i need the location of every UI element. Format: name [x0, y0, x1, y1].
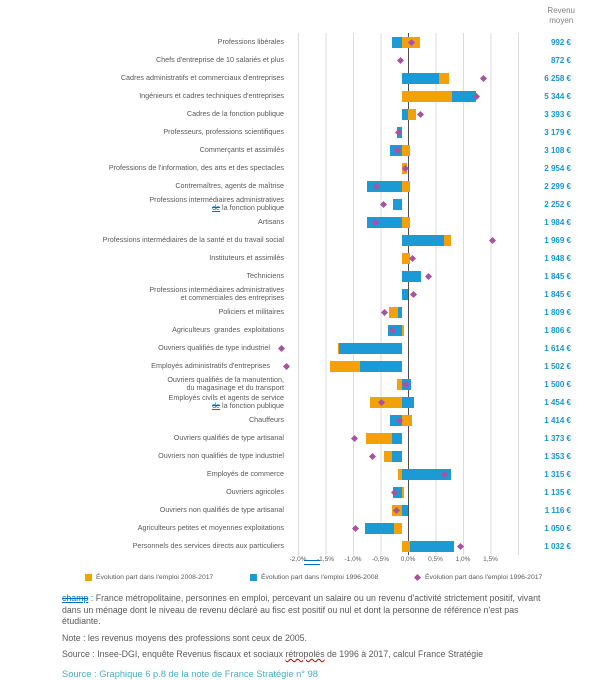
revenue-value: 1 948 €: [513, 254, 603, 263]
de-word-tracked-change: de: [212, 401, 220, 410]
chart-row: [0, 51, 603, 69]
bar-2008-2017: [439, 73, 449, 84]
revenue-value: 1 806 €: [513, 326, 603, 335]
row-label: [0, 146, 292, 154]
chart-rows: [0, 33, 603, 555]
chart-row: [0, 519, 603, 537]
bar-2008-2017: [366, 433, 391, 444]
diamond-1996-2017: [402, 164, 409, 171]
revenue-value: 3 108 €: [513, 146, 603, 155]
bar-1996-2008: [365, 523, 394, 534]
revenue-value: 1 845 €: [513, 272, 603, 281]
diamond-1996-2017: [352, 524, 359, 531]
bar-1996-2008: [402, 505, 408, 516]
chart-row: [0, 213, 603, 231]
axis-tick: -1,0%: [338, 556, 368, 563]
chart-row: [0, 141, 603, 159]
row-label: [0, 286, 292, 302]
revenue-value: 2 252 €: [513, 200, 603, 209]
row-label: [0, 434, 292, 442]
row-label: [0, 74, 292, 82]
legend-label: Évolution part dans l'emploi 1996-2017: [425, 574, 542, 581]
row-plot-area: [292, 483, 513, 501]
bar-1996-2008: [402, 271, 421, 282]
source-suffix: de 1996 à 2017, calcul France Stratégie: [325, 649, 483, 659]
diamond-1996-2017: [473, 92, 480, 99]
diamond-1996-2017: [409, 254, 416, 261]
chart-row: [0, 357, 603, 375]
bar-2008-2017: [402, 145, 410, 156]
bar-2008-2017: [444, 235, 452, 246]
chart-row: [0, 69, 603, 87]
revenue-value: 1 809 €: [513, 308, 603, 317]
bar-2008-2017: [398, 469, 402, 480]
axis-tick: -2,0%: [283, 556, 313, 563]
champ-note: [62, 593, 546, 628]
row-label: [0, 254, 292, 262]
revenue-value: 1 969 €: [513, 236, 603, 245]
row-plot-area: [292, 267, 513, 285]
bar-2008-2017: [402, 487, 404, 498]
row-label-line: Personnels des services directs aux particuliers: [0, 542, 284, 550]
row-label-line: Professions intermédiaires de la santé et du travail social: [0, 236, 284, 244]
row-label: [0, 470, 292, 478]
chart-row: [0, 285, 603, 303]
legend-item-diamond: [415, 574, 542, 581]
revenue-value: 1 984 €: [513, 218, 603, 227]
row-label-line: Ouvriers qualifiés de type industriel: [0, 344, 270, 352]
diamond-1996-2017: [417, 110, 424, 117]
bar-2008-2017: [402, 181, 410, 192]
bar-2008-2017: [402, 217, 410, 228]
row-label-line: Techniciens: [0, 272, 284, 280]
row-label-line: Ingénieurs et cadres techniques d'entreprises: [0, 92, 284, 100]
revenue-value: 2 954 €: [513, 164, 603, 173]
diamond-1996-2017: [397, 56, 404, 63]
axis-tick: 1,0%: [448, 556, 478, 563]
chart-row: [0, 375, 603, 393]
bar-1996-2008: [392, 37, 402, 48]
revenue-value: 1 414 €: [513, 416, 603, 425]
row-label-line: du magasinage et du transport: [0, 384, 284, 392]
diamond-1996-2017: [369, 452, 376, 459]
revenue-value: 1 845 €: [513, 290, 603, 299]
row-label: [0, 524, 292, 532]
chart-row: [0, 501, 603, 519]
revenue-value: 5 344 €: [513, 92, 603, 101]
row-label-line: Ouvriers non qualifiés de type industriel: [0, 452, 284, 460]
legend-item-orange: [85, 574, 213, 581]
row-plot-area: [292, 303, 513, 321]
row-plot-area: [292, 321, 513, 339]
chart-row: [0, 393, 603, 411]
row-plot-area: [292, 213, 513, 231]
bar-2008-2017: [384, 451, 392, 462]
chart-row: [0, 447, 603, 465]
row-label: [0, 196, 292, 212]
chart-row: [0, 465, 603, 483]
row-label: [0, 452, 292, 460]
row-label-line: de la fonction publique: [0, 402, 284, 410]
chart-row: [0, 105, 603, 123]
diamond-1996-2017: [480, 74, 487, 81]
note-line: Note : les revenus moyens des professions sont ceux de 2005.: [62, 633, 546, 645]
axis-tick: 0,0%: [393, 556, 423, 563]
axis-tick: -1,5%: [311, 556, 341, 563]
row-label-line: Agriculteurs petites et moyennes exploitations: [0, 524, 284, 532]
row-label-line: Professions intermédiaires administratives: [0, 196, 284, 204]
bar-1996-2008: [402, 289, 408, 300]
orange-square-icon: [85, 574, 92, 581]
axis-tick: 1,5%: [476, 556, 506, 563]
chart-row: [0, 267, 603, 285]
row-label-line: Professions intermédiaires administratives: [0, 286, 284, 294]
row-plot-area: [292, 285, 513, 303]
row-plot-area: [292, 177, 513, 195]
row-plot-area: [292, 519, 513, 537]
chart-row: [0, 249, 603, 267]
row-label-line: Policiers et militaires: [0, 308, 284, 316]
de-word-tracked-change: de: [212, 203, 220, 212]
champ-word-deleted: champ: [62, 593, 88, 603]
row-label: [0, 326, 292, 334]
blue-square-icon: [250, 574, 257, 581]
revenue-value: 1 032 €: [513, 542, 603, 551]
row-label: [0, 308, 292, 316]
revenue-value: 1 500 €: [513, 380, 603, 389]
bar-2008-2017: [402, 325, 404, 336]
row-plot-area: [292, 537, 513, 555]
source-line: [62, 649, 546, 661]
bar-2008-2017: [389, 307, 397, 318]
bar-1996-2008: [393, 199, 402, 210]
bar-2008-2017: [330, 361, 360, 372]
row-label-line: Employés administratifs d'entreprises: [0, 362, 270, 370]
revenue-value: 1 502 €: [513, 362, 603, 371]
row-label-line: Ouvriers non qualifiés de type artisanal: [0, 506, 284, 514]
row-plot-area: [292, 33, 513, 51]
row-label-line: Artisans: [0, 218, 284, 226]
row-label-line: de la fonction publique: [0, 204, 284, 212]
row-label-line: Employés civils et agents de service: [0, 394, 284, 402]
revenue-header-line1: Revenu: [547, 6, 575, 16]
row-label: [0, 488, 292, 496]
legend-item-blue: [250, 574, 378, 581]
revenue-value: 6 258 €: [513, 74, 603, 83]
row-label-line: Ouvriers agricoles: [0, 488, 284, 496]
revenue-value: 2 299 €: [513, 182, 603, 191]
chart-row: [0, 429, 603, 447]
diamond-1996-2017: [351, 434, 358, 441]
legend-label: Évolution part dans l'emploi 1996-2008: [261, 574, 378, 581]
bar-1996-2008: [339, 343, 402, 354]
row-label: [0, 506, 292, 514]
row-label: [0, 128, 292, 136]
revenue-value: 1 373 €: [513, 434, 603, 443]
row-plot-area: [292, 69, 513, 87]
revenue-value: 872 €: [513, 56, 603, 65]
chart-row: [0, 483, 603, 501]
bar-1996-2008: [410, 541, 455, 552]
chart-row: [0, 339, 603, 357]
bar-2008-2017: [408, 109, 417, 120]
row-plot-area: [292, 123, 513, 141]
row-plot-area: [292, 447, 513, 465]
retropoles-misspelled-word: rétropolés: [285, 649, 324, 659]
row-plot-area: [292, 159, 513, 177]
diamond-1996-2017: [409, 290, 416, 297]
chart-row: [0, 33, 603, 51]
axis-tick: 0,5%: [421, 556, 451, 563]
row-label-line: Agriculteurs grandes exploitations: [0, 326, 284, 334]
diamond-1996-2017: [457, 542, 464, 549]
chart-footnotes: [62, 593, 546, 680]
row-label-line: Chauffeurs: [0, 416, 284, 424]
row-plot-area: [292, 465, 513, 483]
row-label: [0, 272, 292, 280]
revenue-value: 1 454 €: [513, 398, 603, 407]
source-reference-line: Source : Graphique 6 p.8 de la note de France Stratégie n° 98: [62, 669, 546, 680]
row-label-line: Chefs d'entreprise de 10 salariés et plus: [0, 56, 284, 64]
row-label-line: Contremaîtres, agents de maîtrise: [0, 182, 284, 190]
row-label: [0, 56, 292, 64]
revenue-value: 1 353 €: [513, 452, 603, 461]
bar-1996-2008: [392, 451, 402, 462]
bar-1996-2008: [402, 397, 414, 408]
row-plot-area: [292, 141, 513, 159]
row-plot-area: [292, 51, 513, 69]
row-plot-area: [292, 339, 513, 357]
bar-1996-2008: [392, 433, 402, 444]
row-label: [0, 38, 292, 46]
bar-1996-2008: [360, 361, 402, 372]
chart-row: [0, 411, 603, 429]
row-label-line: Commerçants et assimilés: [0, 146, 284, 154]
row-plot-area: [292, 501, 513, 519]
row-label: [0, 182, 292, 190]
revenue-header-line2: moyen: [547, 16, 575, 26]
x-axis: [0, 556, 603, 568]
row-label-line: et commerciales des entreprises: [0, 294, 284, 302]
chart-row: [0, 303, 603, 321]
row-plot-area: [292, 411, 513, 429]
revenue-value: 1 135 €: [513, 488, 603, 497]
row-label: [0, 164, 292, 172]
row-plot-area: [292, 429, 513, 447]
purple-diamond-icon: [414, 574, 421, 581]
row-plot-area: [292, 87, 513, 105]
row-label: [0, 376, 292, 392]
row-label-line: Employés de commerce: [0, 470, 284, 478]
revenue-column-header: [547, 6, 575, 26]
diamond-1996-2017: [380, 200, 387, 207]
row-label-line: Ouvriers qualifiés de la manutention,: [0, 376, 284, 384]
bar-1996-2008: [402, 73, 439, 84]
chart-row: [0, 231, 603, 249]
row-label: [0, 218, 292, 226]
bar-1996-2008: [402, 235, 444, 246]
bar-2008-2017: [402, 91, 452, 102]
row-plot-area: [292, 231, 513, 249]
chart-row: [0, 321, 603, 339]
revenue-value: 1 315 €: [513, 470, 603, 479]
bar-2008-2017: [394, 523, 402, 534]
chart-legend: [0, 574, 603, 586]
revenue-value: 992 €: [513, 38, 603, 47]
source-prefix: Source : Insee-DGI, enquête Revenus fiscaux et sociaux: [62, 649, 285, 659]
chart-row: [0, 87, 603, 105]
chart-row: [0, 123, 603, 141]
row-plot-area: [292, 105, 513, 123]
row-label-line: Professeurs, professions scientifiques: [0, 128, 284, 136]
bar-1996-2008: [398, 307, 402, 318]
row-label: [0, 542, 292, 550]
revenue-value: 1 614 €: [513, 344, 603, 353]
bar-2008-2017: [402, 541, 410, 552]
row-label: [0, 394, 292, 410]
row-label-line: Professions de l'information, des arts et des spectacles: [0, 164, 284, 172]
bar-chart: [0, 33, 603, 555]
row-plot-area: [292, 357, 513, 375]
chart-row: [0, 537, 603, 555]
row-label: [0, 236, 292, 244]
row-label-line: Professions libérales: [0, 38, 284, 46]
row-label-line: Ouvriers qualifiés de type artisanal: [0, 434, 284, 442]
diamond-1996-2017: [381, 308, 388, 315]
row-label: [0, 344, 292, 352]
bar-2008-2017: [338, 343, 339, 354]
row-label-line: Cadres de la fonction publique: [0, 110, 284, 118]
legend-label: Évolution part dans l'emploi 2008-2017: [96, 574, 213, 581]
revenue-value: 3 393 €: [513, 110, 603, 119]
row-label-line: Instituteurs et assimilés: [0, 254, 284, 262]
champ-text: : France métropolitaine, personnes en emploi, percevant un salaire ou un revenu d'activité strictement positif, vivant dans un ménage dont le niveau de revenu déclaré au fisc est positif ou nul et dont la personne de référence n'est pas étudiante.: [62, 593, 540, 626]
bar-2008-2017: [370, 397, 402, 408]
row-plot-area: [292, 249, 513, 267]
row-label-line: Cadres administratifs et commerciaux d'entreprises: [0, 74, 284, 82]
diamond-1996-2017: [489, 236, 496, 243]
row-label: [0, 110, 292, 118]
revenue-value: 3 179 €: [513, 128, 603, 137]
row-label: [0, 416, 292, 424]
chart-row: [0, 159, 603, 177]
row-label: [0, 92, 292, 100]
row-plot-area: [292, 393, 513, 411]
revenue-value: 1 050 €: [513, 524, 603, 533]
revenue-value: 1 116 €: [513, 506, 603, 515]
axis-tick: -0,5%: [366, 556, 396, 563]
row-label: [0, 362, 292, 370]
row-plot-area: [292, 195, 513, 213]
row-plot-area: [292, 375, 513, 393]
diamond-1996-2017: [425, 272, 432, 279]
chart-row: [0, 177, 603, 195]
chart-row: [0, 195, 603, 213]
